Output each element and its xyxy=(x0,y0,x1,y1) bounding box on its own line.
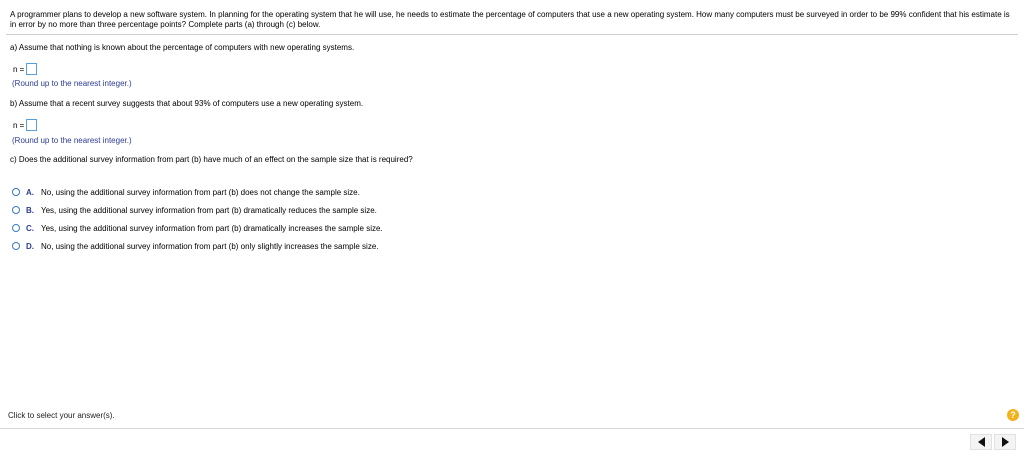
answer-choices xyxy=(12,183,383,255)
part-a-hint: (Round up to the nearest integer.) xyxy=(12,79,132,88)
status-message: Click to select your answer(s). xyxy=(8,411,115,420)
radio-button[interactable] xyxy=(12,224,20,232)
part-c-question: c) Does the additional survey information from part (b) have much of an effect on the sample size that is required? xyxy=(10,155,413,164)
n-label: n = xyxy=(13,120,25,130)
part-a-question: a) Assume that nothing is known about the percentage of computers with new operating systems. xyxy=(10,43,355,52)
triangle-left-icon xyxy=(978,437,985,447)
choice-letter: B. xyxy=(26,205,34,215)
choice-text: Yes, using the additional survey information from part (b) dramatically increases the sample size. xyxy=(41,223,383,233)
radio-button[interactable] xyxy=(12,206,20,214)
part-b-hint: (Round up to the nearest integer.) xyxy=(12,136,132,145)
radio-button[interactable] xyxy=(12,242,20,250)
problem-statement: A programmer plans to develop a new software system. In planning for the operating system that he will use, he needs to estimate the percentage of computers that use a new operating system. How many computers must be surveyed in order to be 99% confident that his estimate is in error by no more than three percentage points? Complete parts (a) through (c) below. xyxy=(10,10,1010,29)
question-mark-icon[interactable]: ? xyxy=(1007,409,1019,421)
choice-c[interactable] xyxy=(12,219,383,237)
choice-text: No, using the additional survey information from part (b) only slightly increases the sample size. xyxy=(41,241,379,251)
part-b-answer-row xyxy=(13,119,37,131)
choice-letter: A. xyxy=(26,187,34,197)
triangle-right-icon xyxy=(1002,437,1009,447)
radio-button[interactable] xyxy=(12,188,20,196)
part-a-answer-input[interactable] xyxy=(26,63,37,75)
question-navigation xyxy=(970,434,1016,450)
divider xyxy=(6,34,1018,35)
choice-a[interactable] xyxy=(12,183,383,201)
footer-divider xyxy=(0,428,1024,429)
previous-button[interactable] xyxy=(970,434,992,450)
choice-letter: C. xyxy=(26,223,34,233)
n-label: n = xyxy=(13,64,25,74)
choice-text: No, using the additional survey information from part (b) does not change the sample size. xyxy=(41,187,360,197)
part-b-answer-input[interactable] xyxy=(26,119,37,131)
part-a-answer-row xyxy=(13,63,37,75)
next-button[interactable] xyxy=(994,434,1016,450)
choice-d[interactable] xyxy=(12,237,383,255)
part-b-question: b) Assume that a recent survey suggests that about 93% of computers use a new operating system. xyxy=(10,99,364,108)
choice-letter: D. xyxy=(26,241,34,251)
choice-text: Yes, using the additional survey information from part (b) dramatically reduces the sample size. xyxy=(41,205,377,215)
choice-b[interactable] xyxy=(12,201,383,219)
